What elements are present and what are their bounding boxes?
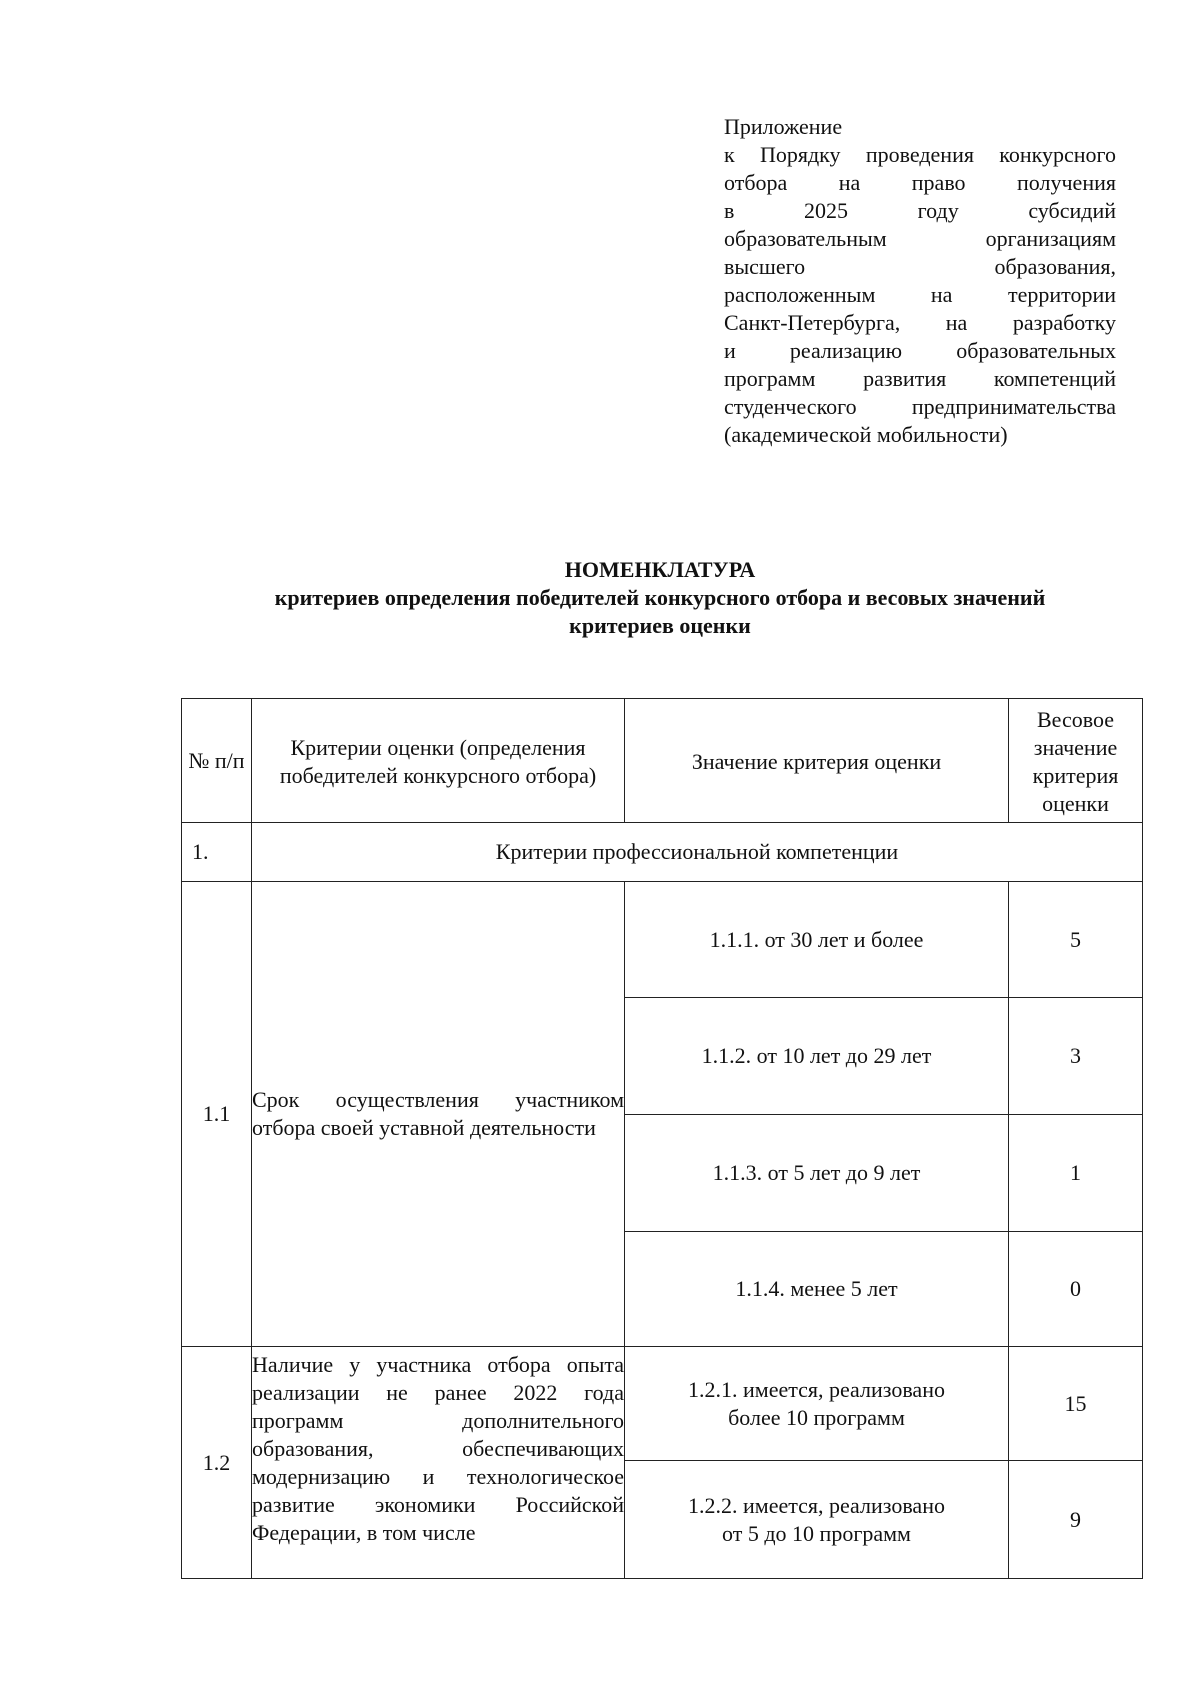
value-cell: 1.1.1. от 30 лет и более (625, 882, 1009, 998)
appendix-block (724, 113, 1116, 449)
weight-cell: 1 (1009, 1115, 1143, 1232)
section-row (182, 823, 1143, 882)
value-cell (625, 1347, 1009, 1461)
header-weight-line: оценки (1042, 790, 1109, 816)
header-weight (1009, 699, 1143, 823)
header-weight-line: Весовое (1036, 706, 1115, 732)
appendix-line: отбора на право получения (724, 170, 1116, 195)
table-row (182, 882, 1143, 998)
table-header-row (182, 699, 1143, 823)
value-cell (625, 1461, 1009, 1579)
header-num: № п/п (182, 699, 252, 823)
title-heading: НОМЕНКЛАТУРА (564, 557, 756, 582)
header-value: Значение критерия оценки (625, 699, 1009, 823)
value-line: 1.2.1. имеется, реализовано (688, 1376, 945, 1402)
criterion-text: Наличие у участника отбора опыта реализации не ранее 2022 года программ дополнительного образования, обеспечивающих модернизацию и технологическое развитие экономики Российской Федерации, в том числе (252, 1347, 625, 1579)
weight-cell: 9 (1009, 1461, 1143, 1579)
weight-cell: 3 (1009, 998, 1143, 1115)
appendix-line: и реализацию образовательных (724, 338, 1116, 363)
section-num: 1. (182, 823, 252, 882)
criteria-table (181, 698, 1143, 1579)
header-criteria: Критерии оценки (определения победителей конкурсного отбора) (252, 699, 625, 823)
header-weight-line: критерия (1032, 762, 1119, 788)
value-cell: 1.1.4. менее 5 лет (625, 1232, 1009, 1347)
appendix-line: Приложение (724, 114, 843, 139)
row-num: 1.2 (182, 1347, 252, 1579)
appendix-line: в 2025 году субсидий (724, 198, 1116, 223)
value-line: более 10 программ (728, 1404, 905, 1430)
value-cell: 1.1.3. от 5 лет до 9 лет (625, 1115, 1009, 1232)
appendix-line: расположенным на территории (724, 282, 1116, 307)
title-subheading-cont: критериев оценки (569, 613, 751, 638)
appendix-line: (академической мобильности) (724, 422, 1008, 447)
weight-cell: 5 (1009, 882, 1143, 998)
section-title: Критерии профессиональной компетенции (252, 823, 1143, 882)
appendix-line: программ развития компетенций (724, 366, 1116, 391)
appendix-line: к Порядку проведения конкурсного (724, 142, 1116, 167)
weight-cell: 15 (1009, 1347, 1143, 1461)
header-weight-line: значение (1033, 734, 1118, 760)
appendix-line: высшего образования, (724, 254, 1116, 279)
document-title (180, 556, 1140, 640)
weight-cell: 0 (1009, 1232, 1143, 1347)
row-num: 1.1 (182, 882, 252, 1347)
table-row (182, 1347, 1143, 1461)
criterion-text: Срок осуществления участником отбора своей уставной деятельности (252, 882, 625, 1347)
appendix-line: студенческого предпринимательства (724, 394, 1116, 419)
value-line: от 5 до 10 программ (722, 1520, 911, 1546)
value-cell: 1.1.2. от 10 лет до 29 лет (625, 998, 1009, 1115)
title-subheading: критериев определения победителей конкурсного отбора и весовых значений (274, 585, 1046, 610)
appendix-line: образовательным организациям (724, 226, 1116, 251)
value-line: 1.2.2. имеется, реализовано (688, 1492, 945, 1518)
appendix-line: Санкт-Петербурга, на разработку (724, 310, 1116, 335)
